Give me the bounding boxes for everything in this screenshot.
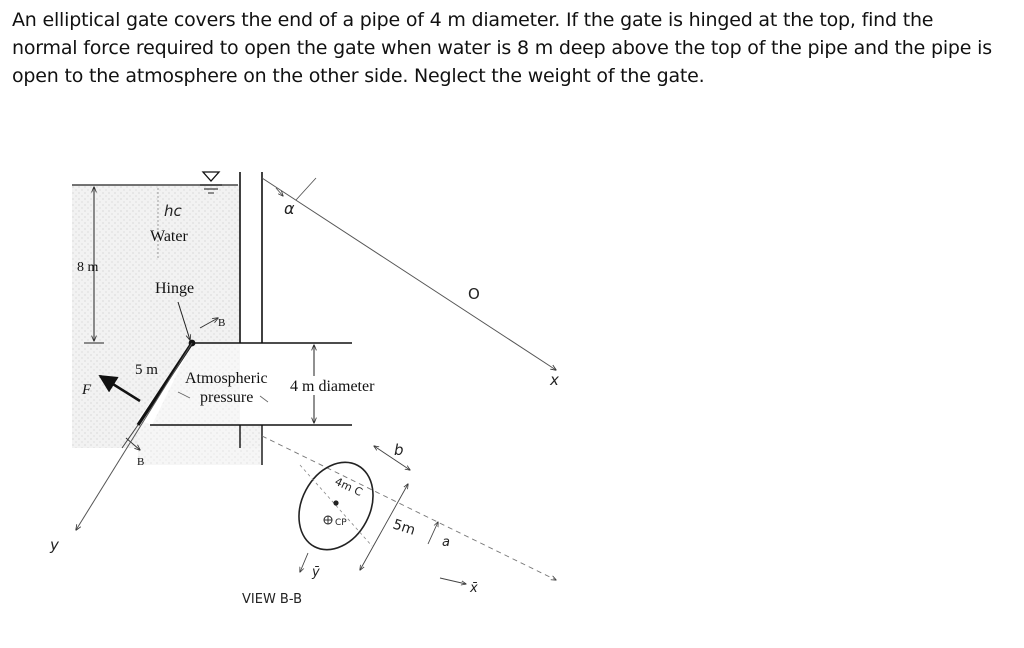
problem-line-3: open to the atmosphere on the other side. Neglect the weight of the gate.	[12, 65, 705, 87]
problem-line-2: normal force required to open the gate when water is 8 m deep above the top of the pipe and the pipe is	[12, 37, 992, 59]
force-label: F	[82, 382, 92, 398]
centroid-marker	[333, 500, 338, 505]
five-m-label: 5m	[390, 516, 418, 539]
tank-wall	[240, 172, 262, 465]
cp-label: CP	[335, 518, 347, 528]
xbar-label: x̄	[470, 581, 478, 596]
y-axis-label: y	[50, 536, 59, 554]
a-dimension-label: a	[442, 535, 450, 550]
pressure-arrow-2	[260, 396, 268, 402]
origin-label: O	[468, 285, 480, 303]
gate-length-label: 5 m	[135, 362, 158, 378]
atmospheric-label: Atmospheric	[185, 370, 268, 387]
view-bb	[284, 446, 466, 584]
problem-line-1: An elliptical gate covers the end of a pipe of 4 m diameter. If the gate is hinged at the top, find the	[12, 9, 934, 31]
centroid-label: 4m C	[332, 474, 365, 499]
hinge-label: Hinge	[155, 280, 195, 297]
ybar-label: ȳ	[312, 565, 320, 580]
alpha-label: α	[284, 199, 295, 218]
b-dimension-label: b	[394, 441, 404, 459]
pressure-label: pressure	[200, 389, 254, 406]
hc-label: hc	[164, 202, 182, 220]
section-b-bottom-label: B	[137, 456, 145, 468]
x-axis-label: x	[550, 371, 559, 389]
depth-label: 8 m	[77, 260, 99, 275]
view-label: VIEW B-B	[242, 592, 302, 607]
pipe-diameter-label: 4 m diameter	[290, 378, 375, 395]
water-region	[72, 185, 262, 465]
water-label: Water	[150, 228, 188, 245]
section-b-top-label: B	[218, 317, 226, 329]
